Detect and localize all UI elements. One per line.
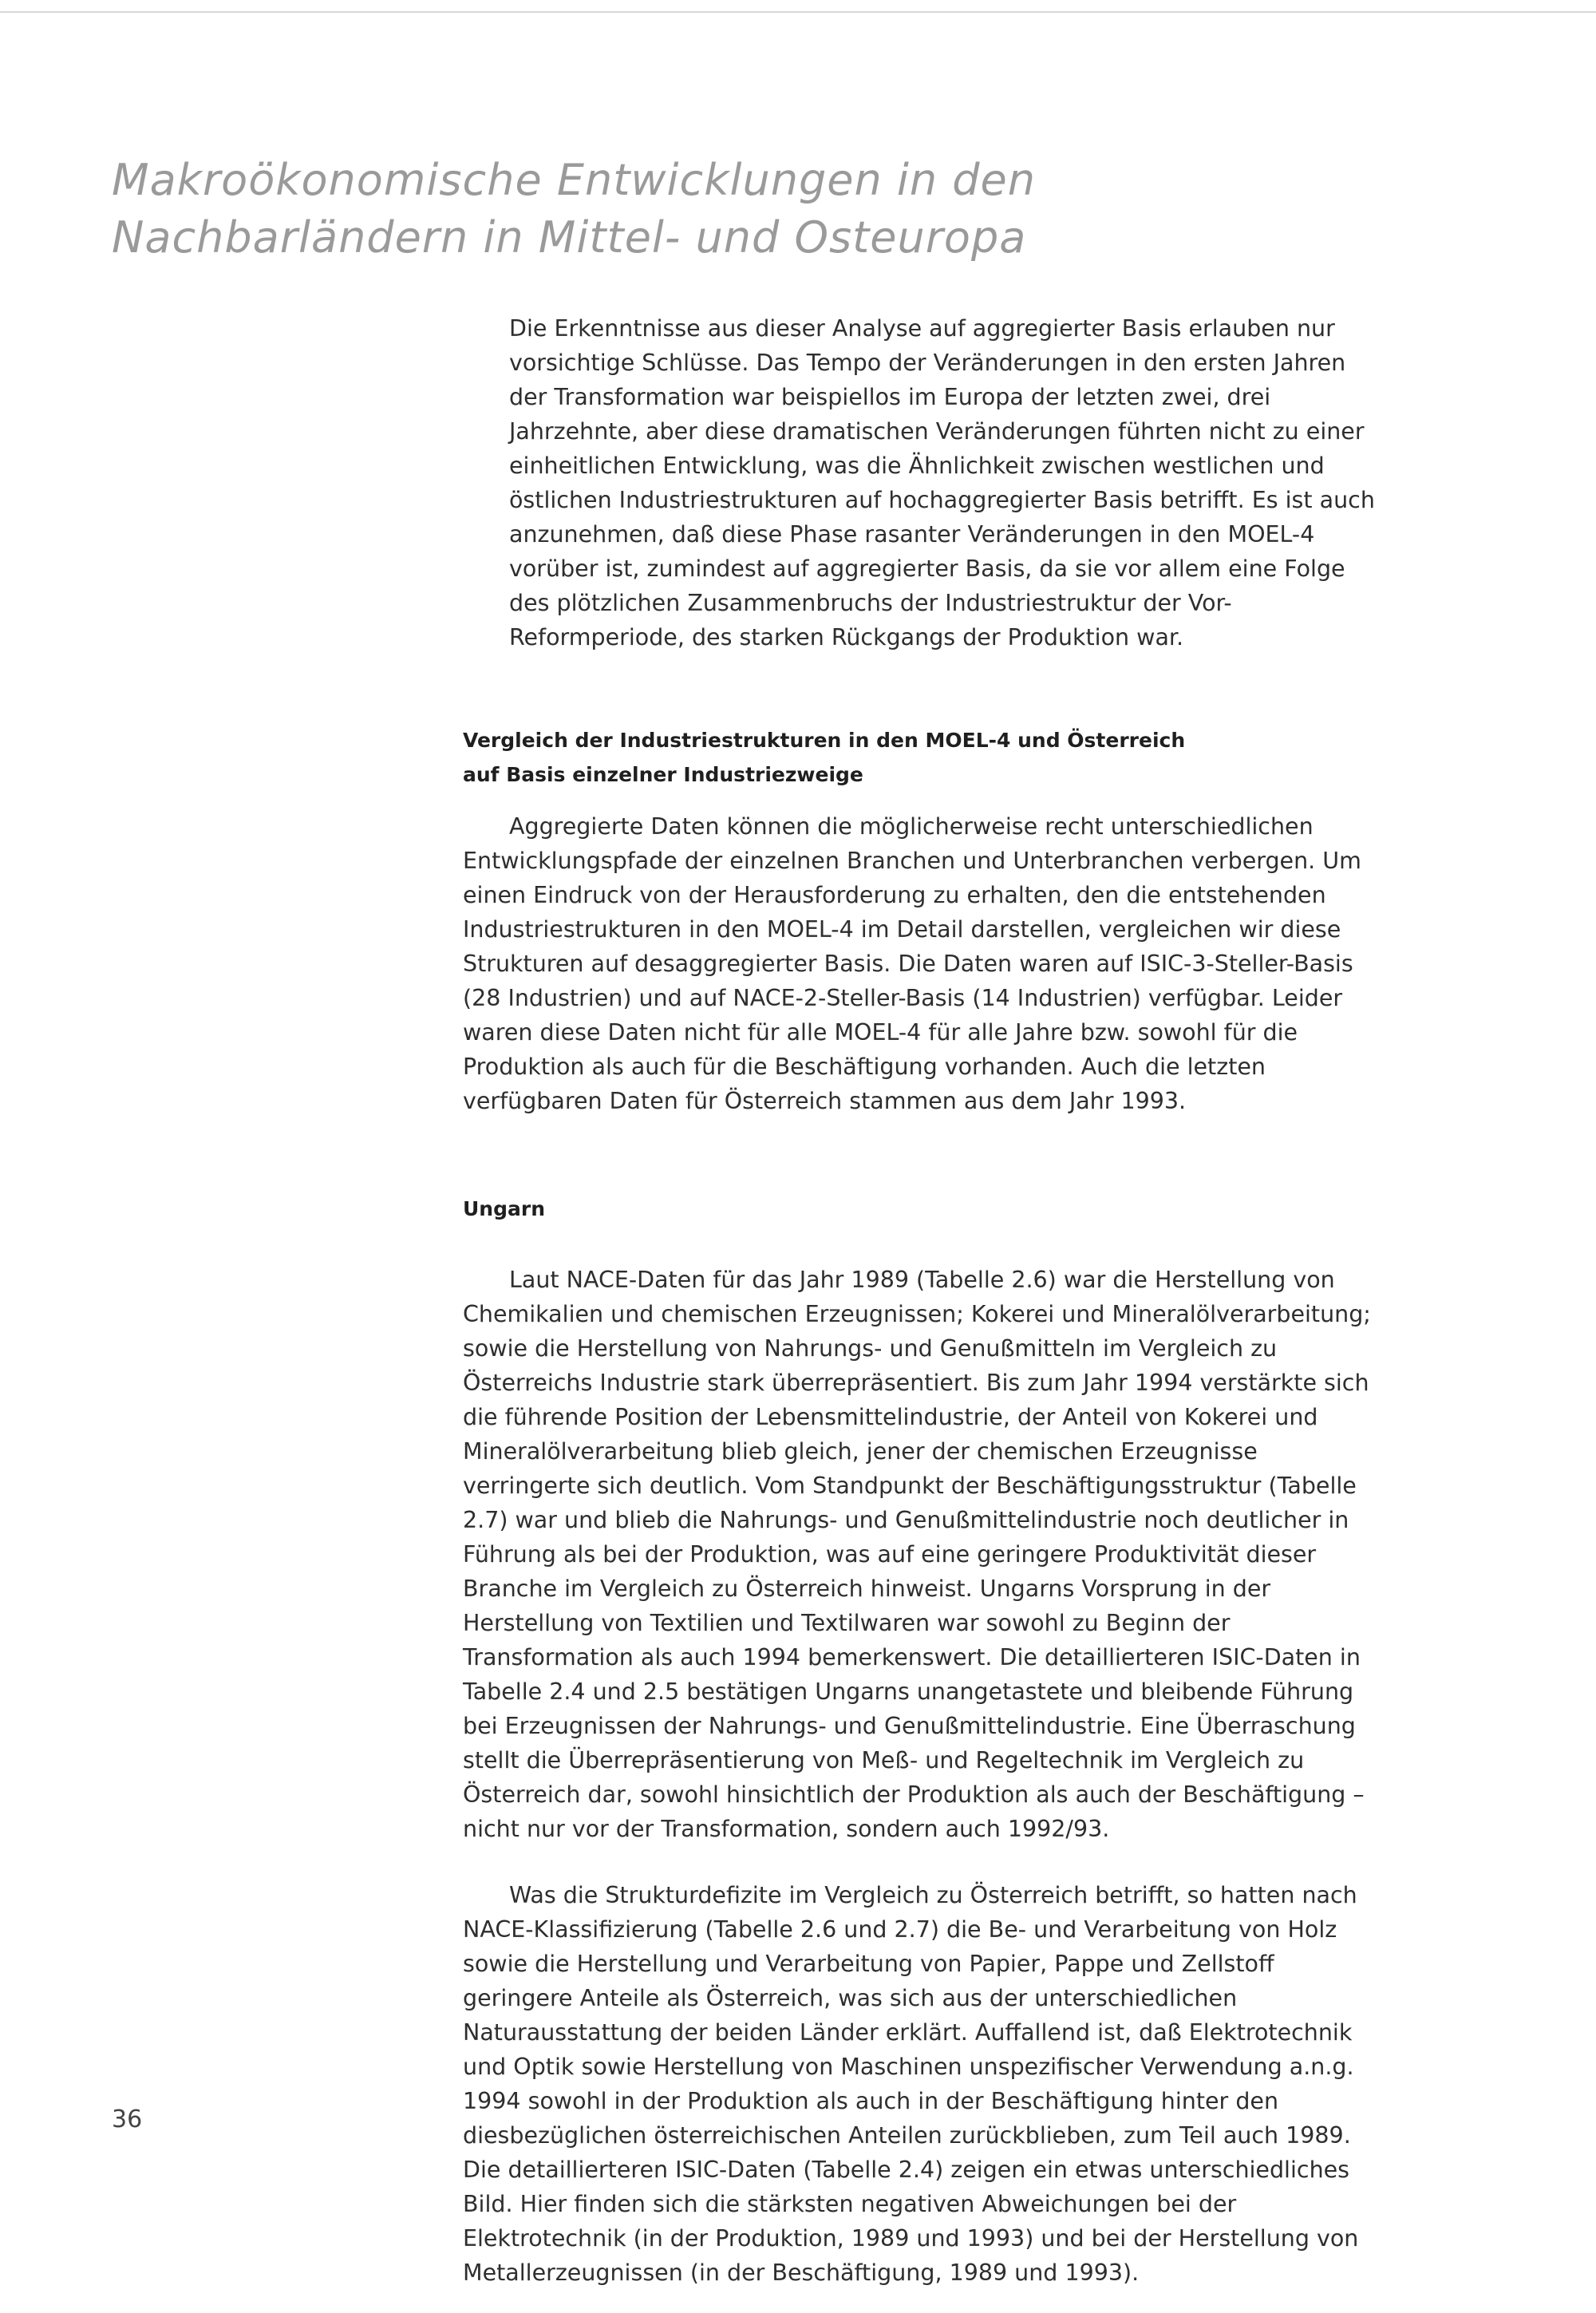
section-heading-line-1: Vergleich der Industriestrukturen in den MOEL-4 und Österreich (463, 729, 1186, 752)
body-text (463, 311, 1389, 2290)
intro-paragraph: Die Erkenntnisse aus dieser Analyse auf aggregierter Basis erlauben nur vorsichtige Schlüsse. Das Tempo der Veränderungen in den ersten Jahren der Transformation war beispiellos im Europa der letzten zwei, drei Jahrzehnte, aber diese dramatischen Veränderungen führten nicht zu einer einheitlichen Entwicklung, was die Ähnlichkeit zwischen westlichen und östlichen Industriestrukturen auf hochaggregierter Basis betrifft. Es ist auch anzunehmen, daß diese Phase rasanter Veränderungen in den MOEL-4 vorüber ist, zumindest auf aggregierter Basis, da sie vor allem eine Folge des plötzlichen Zusammenbruchs der Industriestruktur der Vor-Reformperiode, des starken Rückgangs der Produktion war. (509, 315, 1375, 650)
hungary-paragraph-2: Was die Strukturdefizite im Vergleich zu Österreich betrifft, so hatten nach NACE-Klassifizierung (Tabelle 2.6 und 2.7) die Be- und Verarbeitung von Holz sowie die Herstellung und Verarbeitung von Papier, Pappe und Zellstoff geringere Anteile als Österreich, was sich aus der unterschiedlichen Naturausstattung der beiden Länder erklärt. Auffallend ist, daß Elektrotechnik und Optik sowie Herstellung von Maschinen unspezifischer Verwendung a.n.g. 1994 sowohl in der Produktion als auch in der Beschäftigung hinter den diesbezüglichen österreichischen Anteilen zurückblieben, zum Teil auch 1989. Die detaillierteren ISIC-Daten (Tabelle 2.4) zeigen ein etwas unterschiedliches Bild. Hier finden sich die stärksten negativen Abweichungen bei der Elektrotechnik (in der Produktion, 1989 und 1993) und bei der Herstellung von Metallerzeugnissen (in der Beschäftigung, 1989 und 1993). (463, 1882, 1359, 2286)
chapter-title (112, 152, 1149, 267)
page-number: 36 (112, 2105, 143, 2133)
section-heading-industry-comparison (463, 723, 1389, 792)
section-heading-hungary: Ungarn (463, 1197, 545, 1220)
chapter-title-line-1: Makroökonomische Entwicklungen in den (112, 155, 1036, 205)
industry-comparison-paragraph: Aggregierte Daten können die möglicherweise recht unterschiedlichen Entwicklungspfade der einzelnen Branchen und Unterbranchen verbergen. Um einen Eindruck von der Herausforderung zu erhalten, den die entstehenden Industriestrukturen in den MOEL-4 im Detail darstellen, vergleichen wir diese Strukturen auf desaggregierter Basis. Die Daten waren auf ISIC-3-Steller-Basis (28 Industrien) und auf NACE-2-Steller-Basis (14 Industrien) verfügbar. Leider waren diese Daten nicht für alle MOEL-4 für alle Jahre bzw. sowohl für die Produktion als auch für die Beschäftigung vorhanden. Auch die letzten verfügbaren Daten für Österreich stammen aus dem Jahr 1993. (463, 813, 1361, 1114)
top-rule (0, 11, 1596, 13)
section-heading-line-2: auf Basis einzelner Industriezweige (463, 763, 863, 786)
hungary-paragraph-1: Laut NACE-Daten für das Jahr 1989 (Tabelle 2.6) war die Herstellung von Chemikalien und chemischen Erzeugnissen; Kokerei und Mineralölverarbeitung; sowie die Herstellung von Nahrungs- und Genußmitteln im Vergleich zu Österreichs Industrie stark überrepräsentiert. Bis zum Jahr 1994 verstärkte sich die führende Position der Lebensmittelindustrie, der Anteil von Kokerei und Mineralölverarbeitung blieb gleich, jener der chemischen Erzeugnisse verringerte sich deutlich. Vom Standpunkt der Beschäftigungsstruktur (Tabelle 2.7) war und blieb die Nahrungs- und Genußmittelindustrie noch deutlicher in Führung als bei der Produktion, was auf eine geringere Produktivität dieser Branche im Vergleich zu Österreich hinweist. Ungarns Vorsprung in der Herstellung von Textilien und Textilwaren war sowohl zu Beginn der Transformation als auch 1994 bemerkenswert. Die detaillierteren ISIC-Daten in Tabelle 2.4 und 2.5 bestätigen Ungarns unangetastete und bleibende Führung bei Erzeugnissen der Nahrungs- und Genußmittelindustrie. Eine Überraschung stellt die Überrepräsentierung von Meß- und Regeltechnik im Vergleich zu Österreich dar, sowohl hinsichtlich der Produktion als auch der Beschäftigung – nicht nur vor der Transformation, sondern auch 1992/93. (463, 1267, 1371, 1842)
chapter-title-line-2: Nachbarländern in Mittel- und Osteuropa (112, 212, 1027, 263)
